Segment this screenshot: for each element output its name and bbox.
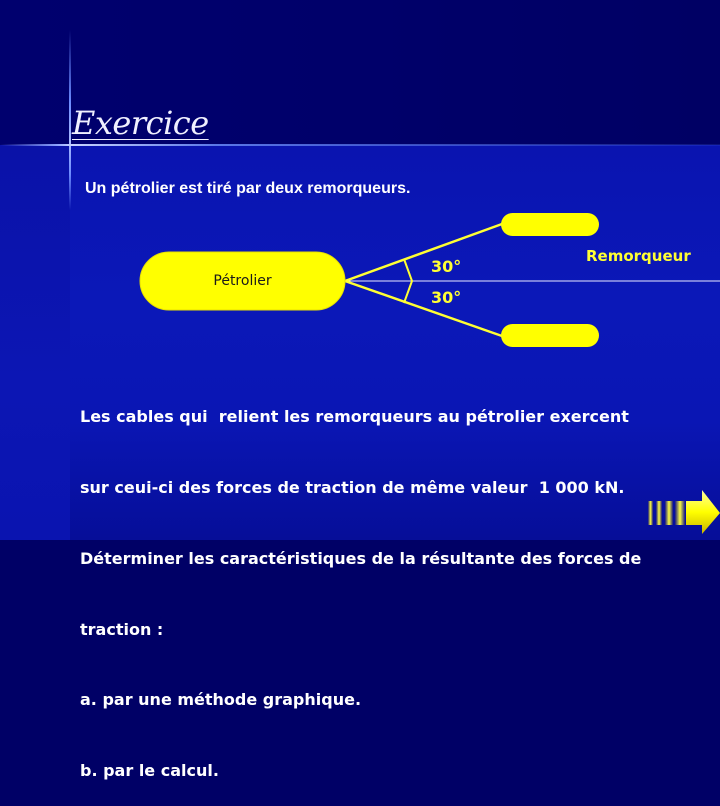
tug-label: Remorqueur: [586, 247, 691, 265]
tug-top-shape: [501, 213, 599, 236]
tanker-label: Pétrolier: [213, 273, 272, 289]
exercise-line: b. par le calcul.: [80, 761, 219, 781]
exercise-line: a. par une méthode graphique.: [80, 690, 362, 710]
cable-top: [345, 224, 502, 281]
exercise-line: Les cables qui relient les remorqueurs au pétrolier exercent: [80, 407, 629, 427]
intro-text: Un pétrolier est tiré par deux remorqueurs.: [85, 180, 411, 197]
exercise-text: [80, 358, 710, 806]
angle-top-label: 30°: [431, 257, 462, 276]
tug-bottom-shape: [501, 324, 599, 347]
cable-bottom: [345, 281, 502, 336]
next-arrow-icon: [646, 488, 720, 534]
slide-title: Exercice: [72, 104, 209, 142]
exercise-line: traction :: [80, 619, 164, 639]
angle-bottom-label: 30°: [431, 288, 462, 307]
exercise-line: sur ceui-ci des forces de traction de même valeur 1 000 kN.: [80, 477, 625, 497]
exercise-line: Déterminer les caractéristiques de la résultante des forces de: [80, 548, 642, 568]
next-slide-button[interactable]: [646, 488, 720, 534]
